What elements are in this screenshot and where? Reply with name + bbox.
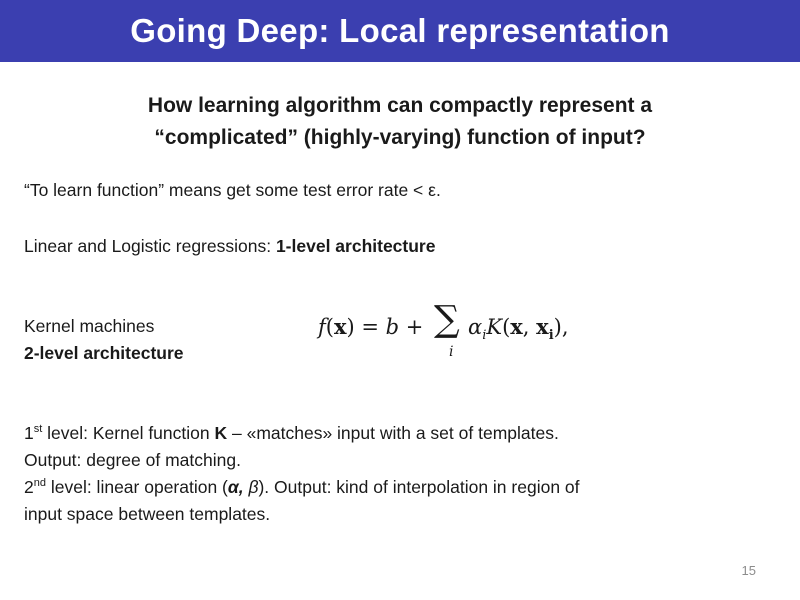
kernel-machines-label: Kernel machines [24,316,155,336]
linear-prefix: Linear and Logistic regressions: [24,236,276,256]
level-2-continuation: input space between templates. [24,504,271,524]
slide-subtitle [30,90,770,154]
summation-index: i [449,344,454,360]
formula-rhs: $\alpha_iK(x$, $x_i$), [468,314,569,344]
linear-logistic-line [24,236,435,257]
formula-lhs: f(x) = b + [318,314,424,339]
learn-definition: “To learn function” means get some test error rate < ε. [24,180,441,200]
level-1-output: Output: degree of matching. [24,450,241,470]
kernel-architecture: 2-level architecture [24,343,184,363]
page-number: 15 [741,563,756,578]
subtitle-line-2: “complicated” (highly-varying) function of input? [154,126,646,149]
linear-architecture: 1-level architecture [275,236,436,256]
summation-sign: ∑ [434,299,460,340]
level-1-description: 1st level: Kernel function K – «matches» input with a set of templates. [24,423,559,443]
subtitle-line-1: How learning algorithm can compactly represent a [147,94,653,117]
slide-title: Going Deep: Local representation [130,12,670,49]
level-2-description: 2nd level: linear operation (α, β). Output: kind of interpolation in region of [24,477,580,497]
